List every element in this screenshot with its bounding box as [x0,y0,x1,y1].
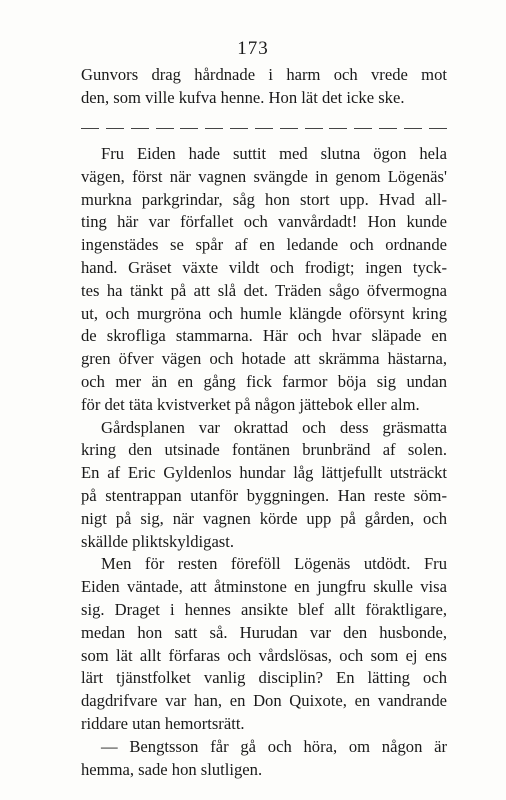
text-line: dagdrifvare var han, en Don Quixote, en vandrande [81,691,447,711]
text-line: för det täta kvistverket på någon jättebok eller alm. [81,394,420,414]
paragraph [81,736,447,782]
paragraph [81,553,447,735]
text-line: Gunvors drag hårdnade i harm och vrede mot [81,65,447,84]
text-line: den, som ville kufva henne. Hon lät det icke ske. [81,87,405,107]
paragraph [81,417,447,554]
text-line: de skrofliga stammarna. Här och hvar släpade en [81,326,447,346]
text-line: Fru Eiden hade suttit med slutna ögon hela [101,144,447,163]
text-line: ut, och murgröna och humle klängde oförsynt kring [81,303,447,323]
intro-paragraph [81,64,447,110]
text-line: hand. Gräset växte vildt och frodigt; ingen tyck- [81,257,447,277]
text-line: ingenstädes se spår af en ledande och ordnande [81,235,447,255]
text-line: vägen, först när vagnen svängde in genom Lögenäs' [81,166,447,186]
text-line: lärt tjänstfolket vanlig disciplin? En lätting och [81,668,447,688]
text-line: murkna parkgrindar, såg hon stort upp. Hvad all- [81,189,447,209]
text-line: gren öfver vägen och hotade att skrämma hästarna, [81,349,447,369]
text-line: — Bengtsson får gå och höra, om någon är [101,736,447,756]
text-line: Eiden väntade, att åtminstone en jungfru skulle visa [81,577,447,597]
text-line: sig. Draget i hennes ansikte blef allt föraktligare, [81,599,447,619]
text-line: hemma, sade hon slutligen. [81,759,263,779]
text-line: skällde pliktskyldigast. [81,531,235,551]
text-line: på stentrappan utanför byggningen. Han reste söm- [81,485,447,505]
text-line: nigt på sig, när vagnen körde upp på gården, och [81,508,447,528]
text-line: tes ha tänkt på att slå det. Träden sågo öfvermogna [81,280,447,300]
section-divider [81,128,447,130]
text-line: medan hon satt så. Hurudan var den husbonde, [81,622,447,642]
text-line: ting här var förfallet och vanvårdadt! Hon kunde [81,212,447,232]
text-line: riddare utan hemortsrätt. [81,713,245,733]
text-line: Gårdsplanen var okrattad och dess gräsmatta [101,417,447,437]
paragraph [81,143,447,417]
text-line: kring den utsinade fontänen brunbränd af solen. [81,440,447,460]
main-text [81,143,447,781]
text-line: och mer än en gång fick farmor böja sig undan [81,371,447,391]
page-number: 173 [237,38,269,59]
text-line: En af Eric Gyldenlos hundar låg lättjefullt utsträckt [81,463,447,483]
text-line: som lät allt förfaras och vårdslösas, och som ej ens [81,645,447,665]
text-line: Men för resten föreföll Lögenäs utdödt. Fru [101,554,447,574]
